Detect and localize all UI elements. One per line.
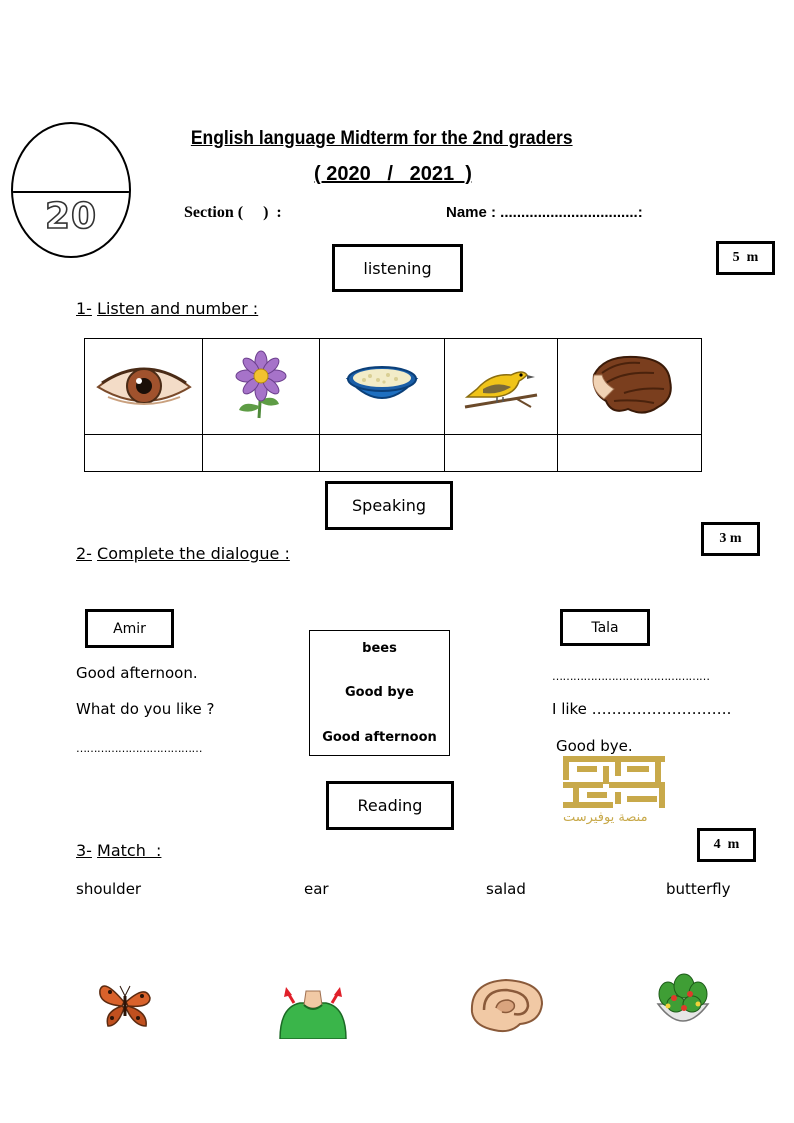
match-word-butterfly[interactable]: butterfly xyxy=(666,880,731,898)
word-bank-item: Good afternoon xyxy=(322,730,437,745)
amir-line-2: What do you like ? xyxy=(76,700,215,718)
speaker-tala: Tala xyxy=(560,609,650,646)
word-bank-item: bees xyxy=(362,641,397,656)
watermark-logo xyxy=(563,756,665,808)
match-word-shoulder[interactable]: shoulder xyxy=(76,880,142,898)
question-number: 1- xyxy=(76,299,92,318)
flower-icon xyxy=(229,350,293,420)
question-number: 2- xyxy=(76,544,92,563)
word-bank-item: Good bye xyxy=(345,685,414,700)
speaker-amir: Amir xyxy=(85,609,174,648)
match-picture-ear[interactable] xyxy=(466,976,546,1038)
bird-icon xyxy=(461,355,541,415)
ear-icon xyxy=(466,976,546,1034)
salad-icon xyxy=(654,972,712,1034)
question-1-heading xyxy=(76,299,258,318)
score-divider xyxy=(13,191,129,193)
rice-bowl-icon xyxy=(344,357,420,413)
match-picture-shoulder[interactable] xyxy=(278,983,348,1043)
exam-title: English language Midterm for the 2nd graders xyxy=(190,128,573,149)
eye-icon xyxy=(94,357,194,413)
question-text: Match : xyxy=(97,841,162,860)
answer-cell[interactable] xyxy=(558,435,702,472)
exam-year: ( 2020 / 2021 ) xyxy=(314,163,472,185)
match-word-ear[interactable]: ear xyxy=(304,880,329,898)
listening-marks: 5 m xyxy=(716,241,775,275)
question-3-heading xyxy=(76,841,161,860)
tala-line-2[interactable]: I like ………………………. xyxy=(552,700,732,718)
section-field[interactable]: Section ( ) : xyxy=(184,204,282,221)
shoulder-icon xyxy=(278,983,348,1039)
watermark-text: منصة يوفيرست xyxy=(563,810,648,825)
match-picture-butterfly[interactable] xyxy=(96,976,154,1036)
answer-cell[interactable] xyxy=(445,435,558,472)
speaking-heading: Speaking xyxy=(325,481,453,530)
question-number: 3- xyxy=(76,841,92,860)
picture-cell xyxy=(85,339,203,435)
listening-heading: listening xyxy=(332,244,463,292)
reading-heading: Reading xyxy=(326,781,454,830)
amir-line-1: Good afternoon. xyxy=(76,664,198,682)
match-word-salad[interactable]: salad xyxy=(486,880,526,898)
question-text: Complete the dialogue : xyxy=(97,544,290,563)
total-score: 20 xyxy=(44,196,98,237)
answer-cell[interactable] xyxy=(203,435,320,472)
butterfly-icon xyxy=(96,976,154,1032)
picture-cell xyxy=(320,339,445,435)
answer-cell[interactable] xyxy=(320,435,445,472)
question-text: Listen and number : xyxy=(97,299,259,318)
name-field[interactable]: Name : .................................: xyxy=(446,204,643,221)
tala-line-3: Good bye. xyxy=(556,737,633,755)
question-2-heading xyxy=(76,544,290,563)
tala-answer-blank[interactable]: ……………………………………… xyxy=(552,670,710,683)
hair-icon xyxy=(584,353,676,417)
reading-marks: 4 m xyxy=(697,828,756,862)
match-picture-salad[interactable] xyxy=(654,972,712,1038)
listen-number-table xyxy=(84,338,702,472)
word-bank xyxy=(309,630,450,756)
picture-cell xyxy=(558,339,702,435)
score-circle xyxy=(11,122,131,258)
picture-cell xyxy=(445,339,558,435)
amir-answer-blank[interactable]: ……………………………… xyxy=(76,742,202,755)
speaking-marks: 3 m xyxy=(701,522,760,556)
answer-cell[interactable] xyxy=(85,435,203,472)
picture-cell xyxy=(203,339,320,435)
